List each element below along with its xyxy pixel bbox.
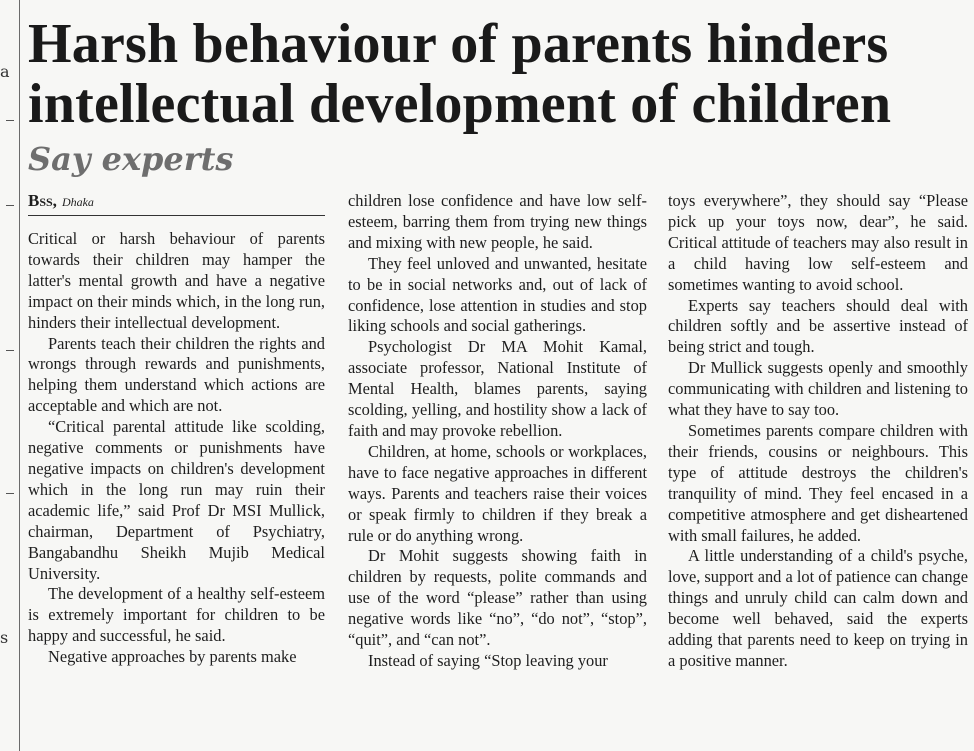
paragraph: children lose confidence and have low self-esteem, barring them from trying new things and mixing with new people, he said. (348, 191, 647, 252)
gutter-rule (19, 0, 20, 751)
subheadline: Say experts (28, 140, 234, 178)
paragraph: Parents teach their children the rights and wrongs through rewards and punishments, helping them understand which actions are acceptable and which are not. (28, 333, 325, 416)
paragraph: They feel unloved and unwanted, hesitate to be in social networks and, out of lack of confidence, lose attention in studies and stop liking schools and social gatherings. (348, 253, 647, 336)
headline-line-1: Harsh behaviour of parents hinders (28, 13, 889, 75)
paragraph: A little understanding of a child's psyche, love, support and a lot of patience can change things and unruly child can calm down and become well behaved, said the experts adding that parents need to keep on trying in a positive manner. (668, 546, 968, 670)
byline-place: Dhaka (61, 195, 94, 209)
paragraph: Negative approaches by parents make (48, 647, 297, 667)
paragraph: Sometimes parents compare children with their friends, cousins or neighbours. This type of attitude destroys the children's tranquility of mind. They feel encased in a competitive atmosphere and get disheartened with small failures, he added. (668, 420, 968, 545)
paragraph: Children, at home, schools or workplaces, have to face negative approaches in different ways. Parents and teachers raise their voices or speak firmly to children if they break a rule or do anything wrong. (348, 441, 647, 545)
paragraph: Dr Mohit suggests showing faith in children by requests, polite commands and use of the word “please” rather than using negative words like “no”, “do not”, “stop”, “quit”, and “can not”. (348, 546, 647, 650)
gutter-mark (6, 493, 14, 494)
gutter-mark (6, 120, 14, 121)
article-column-2 (348, 191, 647, 672)
paragraph: “Critical parental attitude like scolding, negative comments or punishments have negative impacts on children's development which in the long run may ruin their academic life,” said Prof Dr MSI Mullick, chairman, Department of Psychiatry, Bangabandhu Sheikh Mujib Medical University. (28, 417, 325, 583)
gutter-mark (6, 205, 14, 206)
headline-line-2: intellectual development of children (28, 73, 892, 135)
paragraph: Instead of saying “Stop leaving your (368, 650, 608, 670)
paragraph: toys everywhere”, they should say “Please pick up your toys now, dear”, he said. Critical attitude of teachers may also result in a child having low self-esteem and sometimes wanting to avoid school. (668, 191, 968, 294)
gutter-fragment: a (0, 62, 10, 81)
byline-agency: Bss, (28, 191, 57, 210)
paragraph: The development of a healthy self-esteem is extremely important for children to be happy and successful, he said. (28, 584, 325, 646)
article-column-3 (668, 191, 968, 672)
paragraph: Psychologist Dr MA Mohit Kamal, associate professor, National Institute of Mental Health, blames parents, saying scolding, yelling, and hostility show a lack of faith and may provoke rebellion. (348, 337, 647, 440)
headline (28, 14, 972, 134)
gutter-fragment: s (0, 628, 9, 647)
article-column-1 (28, 229, 325, 668)
paragraph: Dr Mullick suggests openly and smoothly communicating with children and listening to what they have to say too. (668, 358, 968, 420)
gutter-mark (6, 350, 14, 351)
left-gutter (0, 0, 22, 751)
byline (28, 191, 325, 216)
paragraph: Experts say teachers should deal with children softly and be assertive instead of being strict and tough. (668, 295, 968, 357)
paragraph: Critical or harsh behaviour of parents towards their children may hamper the latter's mental growth and have a negative impact on their minds which, in the long run, hinders their intellectual development. (28, 229, 325, 332)
